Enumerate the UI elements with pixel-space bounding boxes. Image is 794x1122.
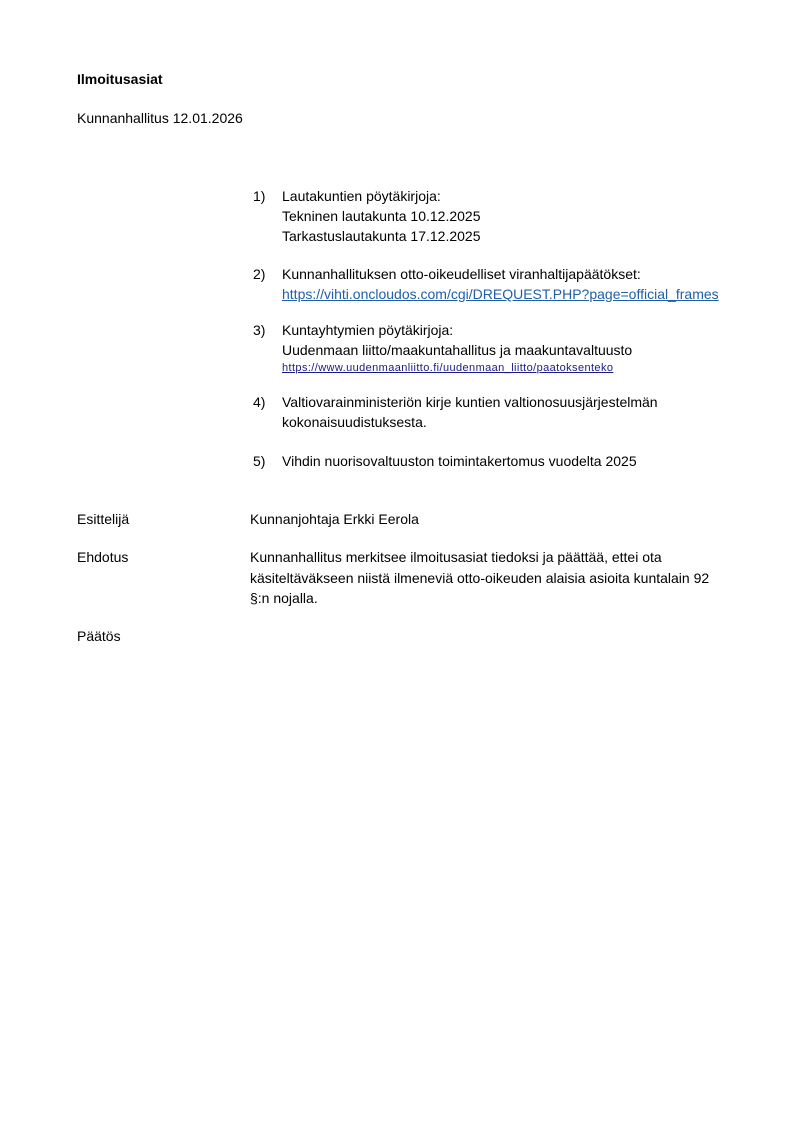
item-number: 1) bbox=[253, 188, 266, 204]
item-number: 4) bbox=[253, 394, 266, 410]
proposal-line: käsiteltäväkseen niistä ilmeneviä otto-oikeuden alaisia asioita kuntalain 92 bbox=[250, 570, 710, 586]
proposal-line: Kunnanhallitus merkitsee ilmoitusasiat tiedoksi ja päättää, ettei ota bbox=[250, 549, 662, 565]
item-line: Lautakuntien pöytäkirjoja: bbox=[282, 188, 441, 204]
decision-label: Päätös bbox=[77, 628, 121, 644]
proposal-line: §:n nojalla. bbox=[250, 590, 318, 606]
presenter-label: Esittelijä bbox=[77, 511, 130, 527]
item-line: Vihdin nuorisovaltuuston toimintakertomus vuodelta 2025 bbox=[282, 453, 637, 469]
item-line: kokonaisuudistuksesta. bbox=[282, 414, 427, 430]
item-line: Tarkastuslautakunta 17.12.2025 bbox=[282, 228, 481, 244]
item-line: Kunnanhallituksen otto-oikeudelliset viranhaltijapäätökset: bbox=[282, 266, 641, 282]
item-line: Tekninen lautakunta 10.12.2025 bbox=[282, 208, 481, 224]
presenter-value: Kunnanjohtaja Erkki Eerola bbox=[250, 511, 419, 527]
item-line: Valtiovarainministeriön kirje kuntien valtionosuusjärjestelmän bbox=[282, 394, 658, 410]
meeting-title: Kunnanhallitus 12.01.2026 bbox=[77, 110, 243, 126]
item-line: Uudenmaan liitto/maakuntahallitus ja maakuntavaltuusto bbox=[282, 342, 633, 358]
item-number: 3) bbox=[253, 322, 266, 338]
item-number: 5) bbox=[253, 453, 266, 469]
item-number: 2) bbox=[253, 266, 266, 282]
official-decisions-link[interactable]: https://vihti.oncloudos.com/cgi/DREQUEST.PHP?page=official_frames bbox=[282, 286, 719, 302]
regional-council-link[interactable]: https://www.uudenmaanliitto.fi/uudenmaan_liitto/paatoksenteko bbox=[282, 362, 614, 374]
proposal-label: Ehdotus bbox=[77, 549, 129, 565]
document-heading: Ilmoitusasiat bbox=[77, 71, 163, 87]
item-line: Kuntayhtymien pöytäkirjoja: bbox=[282, 322, 454, 338]
